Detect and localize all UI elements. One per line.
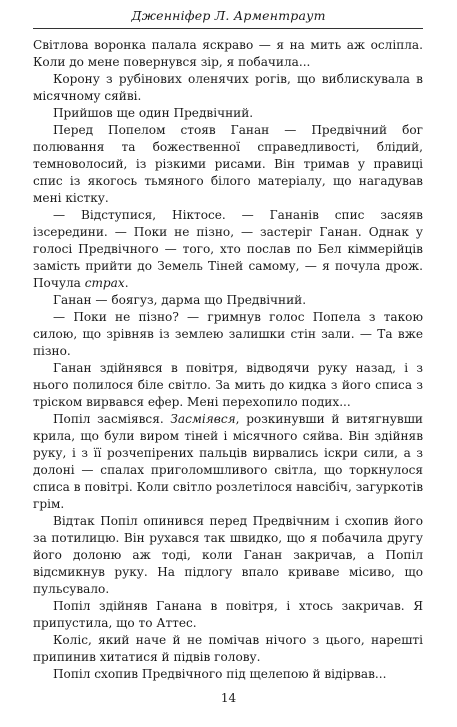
paragraph-text: Перед Попелом стояв Ганан — Предвічний бог полювання та божественної справедливості, блідий, темноволосий, із різкими рисами. Він тримав у правиці спис із якогось тьмяного білого матеріалу, що нагадував мені кістку. <box>33 123 423 205</box>
paragraph <box>33 122 423 207</box>
paragraph-text: Ганан здійнявся в повітря, відводячи руку назад, і з нього полилося біле світло. За мить до кидка з його списа з тріском вирвався ефер. Мені перехопило подих... <box>33 361 423 409</box>
paragraph-text: — Поки не пізно? — гримнув голос Попела з такою силою, що зрівняв із землею залишки стін зали. — Та вже пізно. <box>33 310 423 358</box>
paragraph-text: Прийшов ще один Предвічний. <box>53 106 254 120</box>
paragraph <box>33 666 423 683</box>
paragraph-text: Світлова воронка палала яскраво — я на мить аж осліпла. Коли до мене повернувся зір, я побачила... <box>33 38 423 69</box>
paragraph <box>33 292 423 309</box>
paragraph-text: — Відступися, Ніктосе. — Гананів спис засяяв ізсередини. — Поки не пізно, — застеріг Ганан. Однак у голосі Предвічного — того, хто послав по Бел кіммерійців замість прийти до Земель Тіней самому, — я почула дрож. Почула <box>33 208 423 290</box>
paragraph <box>33 309 423 360</box>
paragraph-text: Попіл схопив Предвічного під щелепою й відірвав... <box>53 667 387 681</box>
paragraph-text: Відтак Попіл опинився перед Предвічним і схопив його за потилицю. Він рухався так швидко, що я побачила другу його долоню аж тоді, коли Ганан закричав, а Попіл відсмикнув руку. На підлогу впало криваве місиво, що пульсувало. <box>33 514 423 596</box>
paragraph-text: Ганан — боягуз, дарма що Предвічний. <box>53 293 307 307</box>
paragraph-text: , розкинувши й витягнувши крила, що були виром тіней і місячного сяйва. Він здійняв руку, і з її розчепірених пальців вирвались іскри сили, а з долоні — спалах приголомшливого світла, що торкнулося списа в повітрі. Коли світло розлетілося навсібіч, загуркотів грім. <box>33 412 423 511</box>
paragraph-text: Попіл здійняв Ганана в повітря, і хтось закричав. Я припустила, що то Аттес. <box>33 599 423 630</box>
header-rule <box>33 28 423 29</box>
paragraph <box>33 598 423 632</box>
paragraph-text: Корону з рубінових оленячих рогів, що виблискувала в місячному сяйві. <box>33 72 423 103</box>
paragraph <box>33 632 423 666</box>
paragraph <box>33 71 423 105</box>
page-number: 14 <box>220 691 237 705</box>
paragraph-text: Коліс, який наче й не помічав нічого з цього, нарешті припинив хитатися й підвів голову. <box>33 633 423 664</box>
paragraph <box>33 411 423 513</box>
body-text <box>33 37 423 683</box>
emphasis-text: страх <box>84 276 125 290</box>
paragraph <box>33 360 423 411</box>
running-header: Дженніфер Л. Арментраут <box>131 8 326 23</box>
paragraph-text: Попіл засміявся. <box>53 412 171 426</box>
paragraph <box>33 207 423 292</box>
paragraph <box>33 37 423 71</box>
paragraph-text: . <box>124 276 129 290</box>
emphasis-text: Засміявся <box>170 412 236 426</box>
paragraph <box>33 105 423 122</box>
paragraph <box>33 513 423 598</box>
